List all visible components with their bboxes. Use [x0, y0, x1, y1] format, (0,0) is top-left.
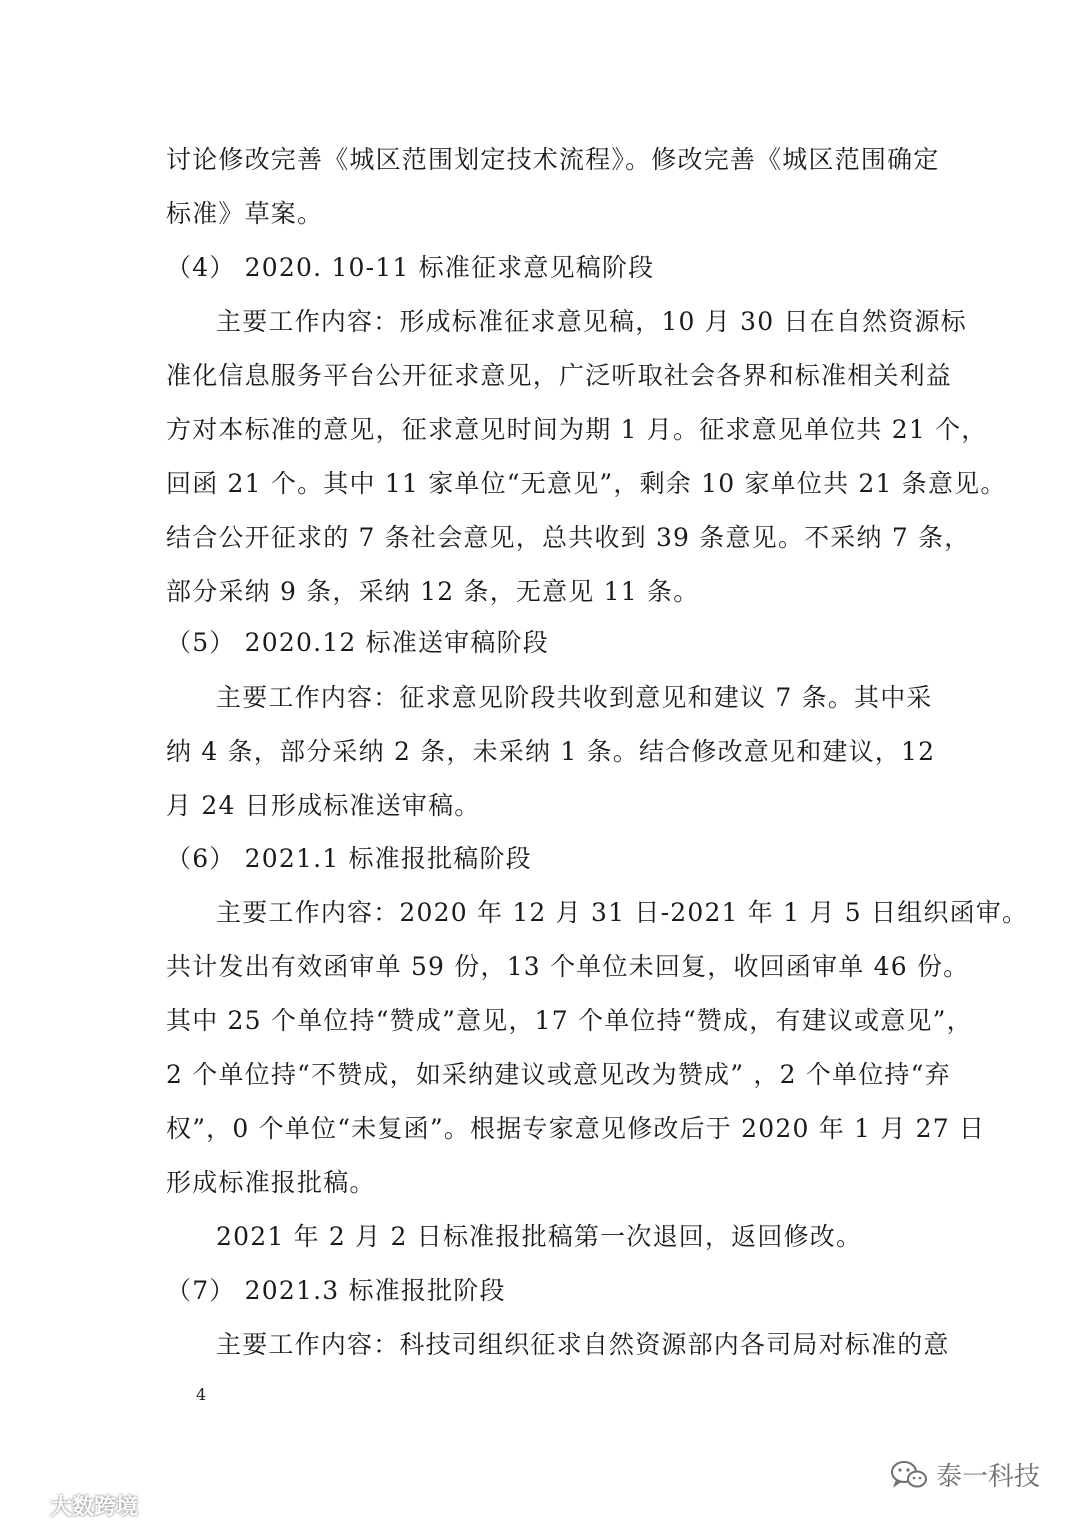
section-heading-6: （6） 2021.1 标准报批稿阶段: [166, 844, 532, 873]
section-heading-7: （7） 2021.3 标准报批阶段: [166, 1276, 506, 1305]
wechat-icon: [890, 1459, 928, 1491]
paragraph-line: 回函 21 个。其中 11 家单位“无意见”，剩余 10 家单位共 21 条意见。: [166, 469, 1007, 498]
section-heading-4: （4） 2020. 10-11 标准征求意见稿阶段: [166, 253, 655, 282]
paragraph-line: 主要工作内容：科技司组织征求自然资源部内各司局对标准的意: [216, 1330, 950, 1359]
paragraph-line: 方对本标准的意见，征求意见时间为期 1 月。征求意见单位共 21 个，: [166, 415, 988, 444]
page-number: 4: [196, 1385, 207, 1404]
paragraph-line: 标准》草案。: [166, 199, 324, 228]
paragraph-line: 权”，0 个单位“未复函”。根据专家意见修改后于 2020 年 1 月 27 日: [166, 1114, 986, 1143]
paragraph-line: 部分采纳 9 条，采纳 12 条，无意见 11 条。: [166, 577, 700, 606]
paragraph-line: 主要工作内容：2020 年 12 月 31 日-2021 年 1 月 5 日组织函审。: [216, 898, 1029, 927]
paragraph-line: 2 个单位持“不赞成，如采纳建议或意见改为赞成” ，2 个单位持“弃: [166, 1060, 951, 1089]
paragraph-line: 讨论修改完善《城区范围划定技术流程》。修改完善《城区范围确定: [166, 145, 940, 174]
paragraph-line: 主要工作内容：形成标准征求意见稿，10 月 30 日在自然资源标: [216, 307, 967, 336]
watermark-right-text: 泰一科技: [936, 1462, 1041, 1492]
paragraph-line: 结合公开征求的 7 条社会意见，总共收到 39 条意见。不采纳 7 条，: [166, 523, 971, 552]
paragraph-line: 形成标准报批稿。: [166, 1168, 376, 1197]
watermark-left: [10, 1490, 138, 1521]
weibo-logo-icon: [10, 1493, 44, 1519]
watermark-left-text: 大数跨境: [50, 1495, 139, 1520]
paragraph-line: 纳 4 条，部分采纳 2 条，未采纳 1 条。结合修改意见和建议，12: [166, 737, 936, 766]
paragraph-line: 主要工作内容：征求意见阶段共收到意见和建议 7 条。其中采: [216, 683, 933, 712]
paragraph-line: 2021 年 2 月 2 日标准报批稿第一次退回，返回修改。: [216, 1222, 863, 1251]
watermark-right: [890, 1456, 1040, 1493]
paragraph-line: 准化信息服务平台公开征求意见，广泛听取社会各界和标准相关利益: [166, 361, 953, 390]
paragraph-line: 其中 25 个单位持“赞成”意见，17 个单位持“赞成，有建议或意见”，: [166, 1006, 973, 1035]
paragraph-line: 共计发出有效函审单 59 份，13 个单位未回复，收回函审单 46 份。: [166, 952, 970, 981]
paragraph-line: 月 24 日形成标准送审稿。: [166, 791, 481, 820]
section-heading-5: （5） 2020.12 标准送审稿阶段: [166, 628, 549, 657]
